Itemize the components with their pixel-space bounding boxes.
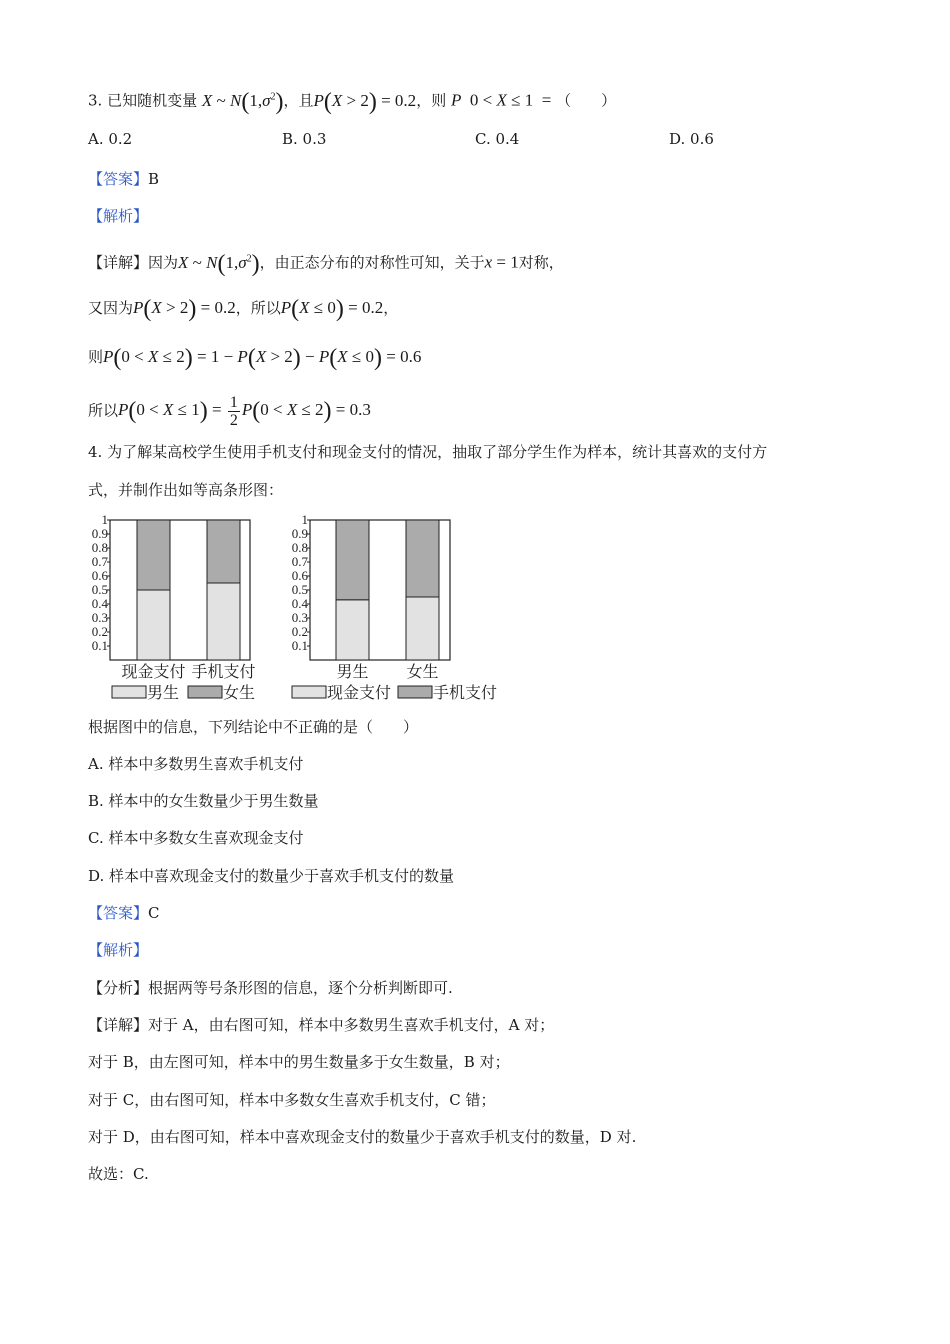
q3-option-a[interactable]: A. 0.2: [88, 130, 133, 148]
q3-detail-2b: ，所以: [235, 299, 281, 317]
q3-analysis-tag: 【解析】: [88, 207, 149, 225]
chart-1-ytick-label: 0.4: [91, 596, 108, 611]
chart-2-category-label: 男生: [336, 664, 369, 681]
q3-detail-3a: 则: [88, 348, 104, 366]
chart-2-ytick-label: 0.2: [291, 624, 308, 639]
chart-1-ytick-label: 0.8: [91, 540, 108, 555]
chart-2-ytick-label: 0.1: [291, 638, 308, 653]
chart-1-ytick-label: 0.9: [91, 526, 108, 541]
chart-1-category-label: 手机支付: [191, 664, 256, 681]
chart-1-ytick-label: 1: [101, 512, 108, 527]
q3-detail-line-1: [88, 248, 564, 275]
chart-2-ytick-label: 0.8: [291, 540, 308, 555]
q4-answer-line: [88, 902, 160, 924]
q3-detail-2a: 又因为: [88, 299, 134, 317]
chart-1-bar-2-seg-1: [207, 583, 240, 660]
q3-detail-1a: 因为: [148, 253, 179, 272]
q3-detail-2c: ，: [383, 299, 399, 317]
q3-detail-3-formula: P(0 < X ≤ 2) = 1 − P(X > 2) − P(X ≤ 0) = 0.6: [103, 345, 422, 371]
chart-2-ytick-label: 0.4: [291, 596, 308, 611]
q4-question: 根据图中的信息，下列结论中不正确的是（ ）: [88, 718, 419, 736]
chart-2-legend-swatch: [398, 686, 432, 698]
chart-2-bar-1-seg-1: [336, 600, 369, 660]
q3-detail-4-formula: P(0 < X ≤ 1) = $\frac{1}{2}$ P(0 < X ≤ 2) = 0.3: [118, 394, 371, 429]
q3-condition-formula: P(X > 2) = 0.2: [313, 88, 417, 115]
q4-analysis-tag: 【解析】: [88, 941, 149, 959]
q3-detail-tag: 【详解】: [88, 253, 149, 272]
q3-distribution-formula: X ~ $N(1,\sigma^2)$: [201, 88, 284, 115]
q3-condition-lead: ，且: [283, 91, 314, 110]
chart-2-ytick-label: 0.6: [291, 568, 308, 583]
q3-answer-value: B: [148, 170, 160, 188]
q3-ask-formula: P 0 < X ≤ 1 =: [450, 90, 552, 110]
chart-2-bar-1-seg-2: [336, 520, 369, 600]
q3-detail-line-2: [88, 297, 398, 320]
chart-1-bar-2-seg-2: [207, 520, 240, 583]
chart-2-category-label: 女生: [406, 664, 439, 681]
q4-detail-1: 对于 A，由右图可知，样本中多数男生喜欢手机支付，A 对；: [148, 1016, 555, 1034]
q3-detail-1b: ，由正态分布的对称性可知，关于: [259, 253, 485, 272]
q3-detail-2-formula-b: P(X ≤ 0) = 0.2: [280, 296, 384, 322]
q4-fenxi-tag: 【分析】: [88, 979, 149, 997]
q3-symmetry-axis: x = 1: [484, 252, 519, 272]
q4-option-a[interactable]: A. 样本中多数男生喜欢手机支付: [88, 755, 304, 773]
chart-1-category-label: 现金支付: [121, 664, 186, 681]
chart-1-bar-1-seg-1: [137, 590, 170, 660]
q4-option-b[interactable]: B. 样本中的女生数量少于男生数量: [88, 792, 319, 810]
chart-1-legend-swatch: [112, 686, 146, 698]
q3-ask-lead: ，则: [416, 91, 447, 110]
q4-detail-line-1: [88, 1014, 554, 1036]
chart-2-legend-swatch: [292, 686, 326, 698]
q3-detail-line-4: [88, 394, 371, 429]
q3-option-d[interactable]: D. 0.6: [669, 130, 714, 148]
q4-detail-line-3: 对于 C，由右图可知，样本中多数女生喜欢手机支付，C 错；: [88, 1091, 496, 1109]
chart-1-ytick-label: 0.2: [91, 624, 108, 639]
q4-option-c[interactable]: C. 样本中多数女生喜欢现金支付: [88, 829, 304, 847]
q3-answer-tag: 【答案】: [88, 170, 149, 188]
q3-detail-2-formula-a: P(X > 2) = 0.2: [133, 296, 236, 322]
q4-detail-line-2: 对于 B，由左图可知，样本中的男生数量多于女生数量，B 对；: [88, 1053, 510, 1071]
q3-option-b[interactable]: B. 0.3: [282, 130, 327, 148]
chart-1-ytick-label: 0.1: [91, 638, 108, 653]
chart-1-ytick-label: 0.3: [91, 610, 108, 625]
chart-2-bar-2-seg-1: [406, 597, 439, 660]
chart-1-legend-label: 男生: [147, 685, 180, 702]
q4-option-d[interactable]: D. 样本中喜欢现金支付的数量少于喜欢手机支付的数量: [88, 867, 455, 885]
q4-detail-tag: 【详解】: [88, 1016, 149, 1034]
chart-1-ytick-label: 0.6: [91, 568, 108, 583]
q3-option-c[interactable]: C. 0.4: [475, 130, 520, 148]
chart-2-ytick-label: 1: [301, 512, 308, 527]
q4-detail-line-4: 对于 D，由右图可知，样本中喜欢现金支付的数量少于喜欢手机支付的数量，D 对.: [88, 1128, 637, 1146]
chart-1-ytick-label: 0.7: [91, 554, 108, 569]
q4-conclusion: 故选：C.: [88, 1165, 149, 1183]
q4-answer-value: C: [148, 904, 160, 922]
q4-stem-line-1: 4. 为了解某高校学生使用手机支付和现金支付的情况，抽取了部分学生作为样本，统计其喜欢的支付方: [88, 443, 768, 461]
chart-2-ytick-label: 0.5: [291, 582, 308, 597]
chart-2-ytick-label: 0.9: [291, 526, 308, 541]
q3-prefix: 3. 已知随机变量: [88, 91, 198, 110]
chart-1-ytick-label: 0.5: [91, 582, 108, 597]
chart-2-legend-label: 现金支付: [327, 685, 392, 702]
chart-2-ytick-label: 0.3: [291, 610, 308, 625]
chart-1-legend-label: 女生: [223, 685, 256, 702]
chart-2-bar-2-seg-2: [406, 520, 439, 597]
chart-1-bar-1-seg-2: [137, 520, 170, 590]
q4-fenxi-line: [88, 977, 453, 999]
q3-stem: [88, 86, 616, 113]
q3-detail-1-formula: X ~ $N(1,\sigma^2)$: [178, 250, 260, 277]
q3-paren: （ ）: [556, 91, 617, 110]
stacked-bar-charts: [80, 508, 520, 708]
q3-answer-line: [88, 168, 159, 190]
q4-answer-tag: 【答案】: [88, 904, 149, 922]
chart-2-ytick-label: 0.7: [291, 554, 308, 569]
chart-1-legend-swatch: [188, 686, 222, 698]
chart-2-legend-label: 手机支付: [433, 685, 498, 702]
half-fraction: $\frac{1}{2}$: [229, 394, 238, 429]
q3-detail-line-3: [88, 346, 421, 369]
q3-detail-4a: 所以: [88, 401, 119, 420]
q4-stem-line-2: 式，并制作出如等高条形图：: [88, 481, 284, 499]
q4-fenxi-text: 根据两等号条形图的信息，逐个分析判断即可.: [148, 979, 453, 997]
q3-detail-1c: 对称，: [518, 253, 564, 272]
